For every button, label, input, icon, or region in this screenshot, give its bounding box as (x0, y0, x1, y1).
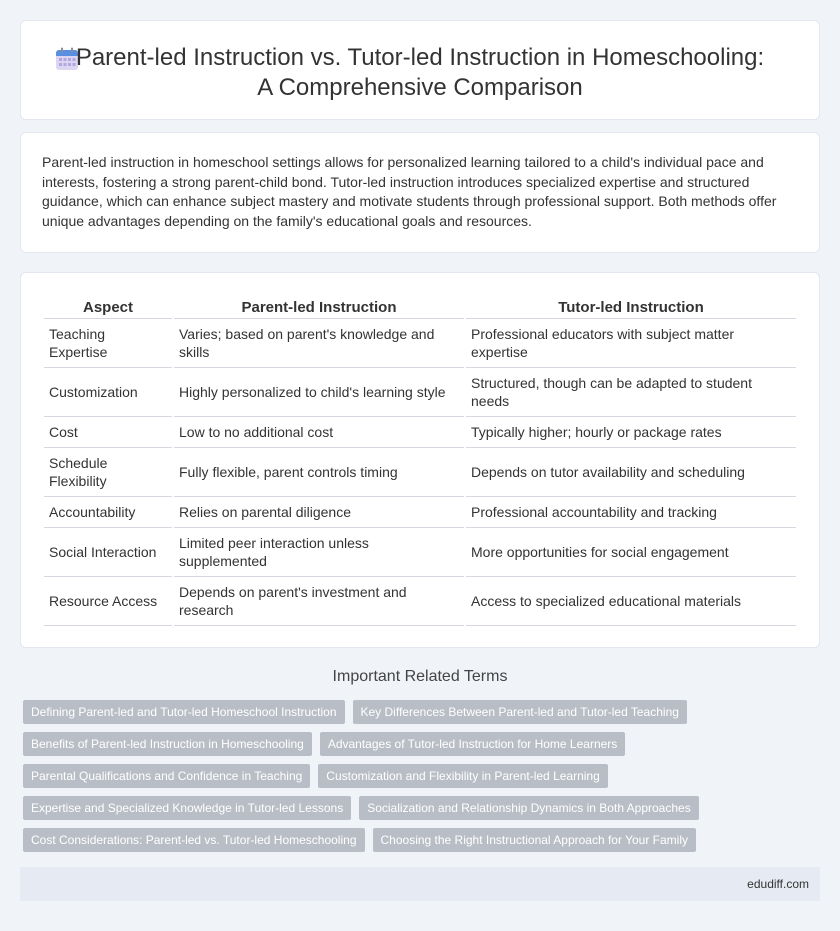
table-cell-tutor: Typically higher; hourly or package rates (466, 417, 796, 448)
table-cell-aspect: Schedule Flexibility (44, 448, 172, 497)
table-row (44, 577, 796, 626)
footer (20, 867, 820, 901)
tag-row (23, 700, 723, 724)
page-title (21, 43, 819, 103)
table-cell-tutor: Access to specialized educational materials (466, 577, 796, 626)
related-term-tag[interactable]: Cost Considerations: Parent-led vs. Tutor-led Homeschooling (23, 828, 365, 852)
related-terms-title: Important Related Terms (332, 668, 508, 685)
table-cell-tutor: More opportunities for social engagement (466, 528, 796, 577)
table-header-row (44, 297, 796, 319)
table-row (44, 319, 796, 368)
table-cell-parent: Fully flexible, parent controls timing (174, 448, 464, 497)
table-cell-aspect: Teaching Expertise (44, 319, 172, 368)
header-aspect: Aspect (44, 297, 172, 319)
table-cell-tutor: Structured, though can be adapted to student needs (466, 368, 796, 417)
table-cell-aspect: Customization (44, 368, 172, 417)
table-cell-aspect: Cost (44, 417, 172, 448)
table-cell-aspect: Resource Access (44, 577, 172, 626)
related-term-tag[interactable]: Choosing the Right Instructional Approach for Your Family (373, 828, 697, 852)
table-cell-parent: Limited peer interaction unless supplemented (174, 528, 464, 577)
related-term-tag[interactable]: Benefits of Parent-led Instruction in Homeschooling (23, 732, 312, 756)
header-tutor-led: Tutor-led Instruction (466, 297, 796, 319)
related-term-tag[interactable]: Key Differences Between Parent-led and Tutor-led Teaching (353, 700, 687, 724)
comparison-table (42, 297, 798, 626)
table-row (44, 528, 796, 577)
intro-card (20, 132, 820, 253)
page-title-line-2: A Comprehensive Comparison (257, 74, 583, 101)
page-title-line-1: Parent-led Instruction vs. Tutor-led Instruction in Homeschooling: (75, 44, 765, 71)
comparison-card (20, 272, 820, 648)
tag-row (23, 764, 723, 788)
related-term-tag[interactable]: Socialization and Relationship Dynamics in Both Approaches (359, 796, 699, 820)
intro-paragraph: Parent-led instruction in homeschool settings allows for personalized learning tailored to a child's individual pace and interests, fostering a strong parent-child bond. Tutor-led instruction introduces specialized expertise and structured guidance, which can enhance subject mastery and motivate students through professional support. Both methods offer unique advantages depending on the family's educational goals and resources. (42, 154, 777, 229)
table-cell-parent: Depends on parent's investment and research (174, 577, 464, 626)
related-term-tag[interactable]: Customization and Flexibility in Parent-led Learning (318, 764, 607, 788)
table-cell-parent: Varies; based on parent's knowledge and skills (174, 319, 464, 368)
related-term-tag[interactable]: Parental Qualifications and Confidence in Teaching (23, 764, 310, 788)
table-row (44, 368, 796, 417)
tag-row (23, 796, 723, 820)
related-terms-list (23, 700, 723, 860)
table-cell-parent: Relies on parental diligence (174, 497, 464, 528)
footer-site-link[interactable]: edudiff.com (747, 877, 809, 891)
title-card (20, 20, 820, 120)
table-cell-tutor: Professional educators with subject matter expertise (466, 319, 796, 368)
table-cell-aspect: Accountability (44, 497, 172, 528)
related-term-tag[interactable]: Expertise and Specialized Knowledge in Tutor-led Lessons (23, 796, 351, 820)
table-cell-tutor: Depends on tutor availability and scheduling (466, 448, 796, 497)
table-row (44, 497, 796, 528)
related-term-tag[interactable]: Defining Parent-led and Tutor-led Homeschool Instruction (23, 700, 345, 724)
table-cell-parent: Highly personalized to child's learning style (174, 368, 464, 417)
table-cell-parent: Low to no additional cost (174, 417, 464, 448)
table-cell-aspect: Social Interaction (44, 528, 172, 577)
related-term-tag[interactable]: Advantages of Tutor-led Instruction for Home Learners (320, 732, 625, 756)
tag-row (23, 732, 723, 756)
table-row (44, 448, 796, 497)
header-parent-led: Parent-led Instruction (174, 297, 464, 319)
table-cell-tutor: Professional accountability and tracking (466, 497, 796, 528)
table-row (44, 417, 796, 448)
tag-row (23, 828, 723, 852)
